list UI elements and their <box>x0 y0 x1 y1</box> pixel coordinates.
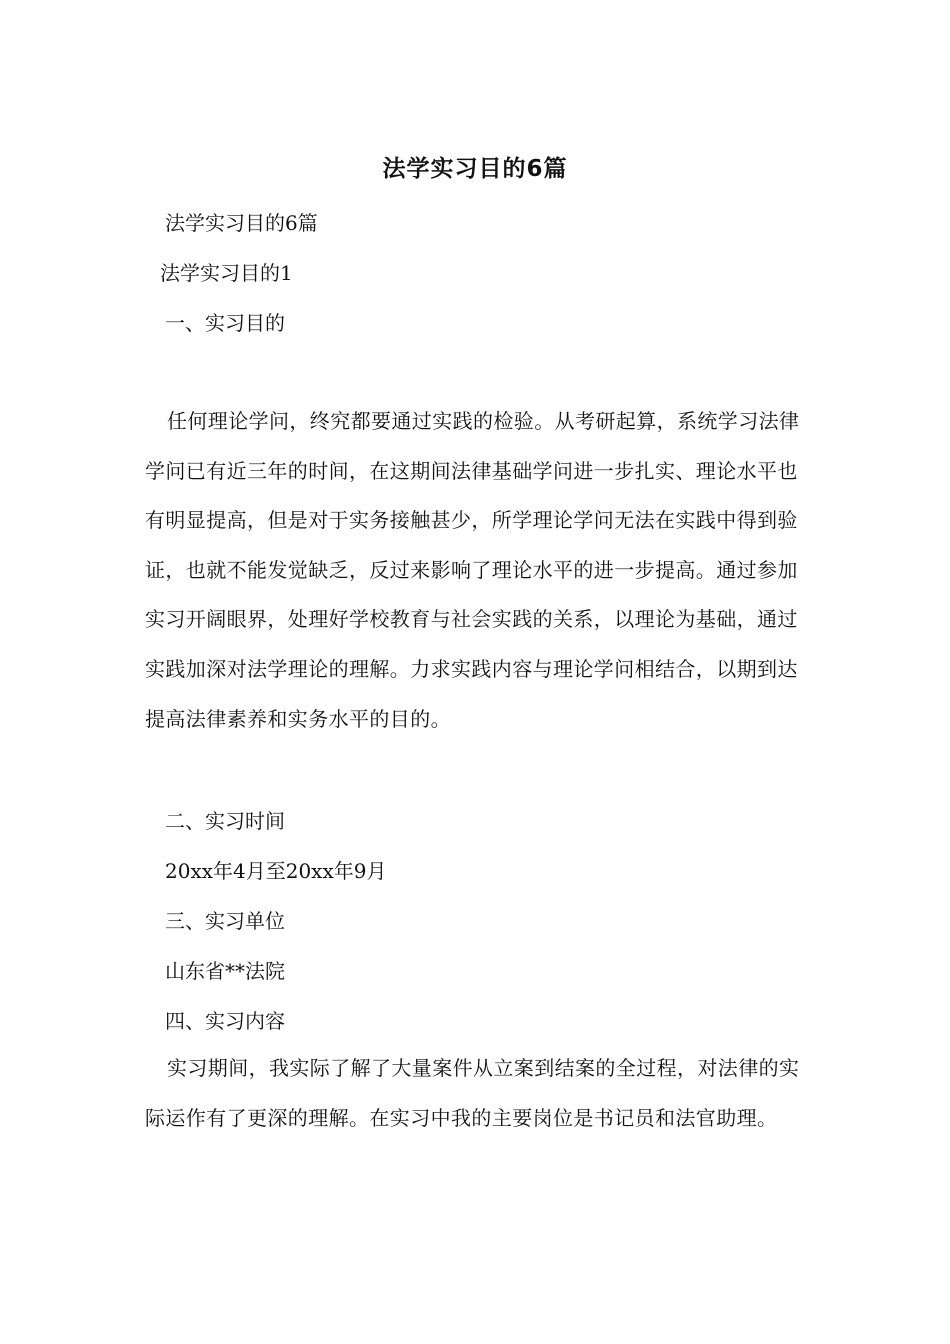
paragraph-purpose: 任何理论学问，终究都要通过实践的检验。从考研起算，系统学习法律学问已有近三年的时间，在这期间法律基础学问进一步扎实、理论水平也有明显提高，但是对于实务接触甚少，所学理论学问无法在实践中得到验证，也就不能发觉缺乏，反过来影响了理论水平的进一步提高。通过参加实习开阔眼界，处理好学校教育与社会实践的关系，以理论为基础，通过实践加深对法学理论的理解。力求实践内容与理论学问相结合，以期到达提高法律素养和实务水平的目的。 <box>145 409 800 731</box>
heading-unit: 三、实习单位 <box>165 909 285 933</box>
document-title: 法学实习目的6篇 <box>382 156 568 182</box>
document-subtitle: 法学实习目的6篇 <box>165 211 318 235</box>
heading-content: 四、实习内容 <box>165 1009 285 1033</box>
heading-purpose: 一、实习目的 <box>165 311 285 335</box>
paragraph-content: 实习期间，我实际了解了大量案件从立案到结案的全过程，对法律的实际运作有了更深的理解。在实习中我的主要岗位是书记员和法官助理。 <box>145 1056 800 1130</box>
section-heading: 法学实习目的1 <box>160 261 293 285</box>
heading-time: 二、实习时间 <box>165 809 285 833</box>
internship-time-value: 20xx年4月至20xx年9月 <box>165 859 387 883</box>
internship-unit-value: 山东省**法院 <box>165 959 285 983</box>
